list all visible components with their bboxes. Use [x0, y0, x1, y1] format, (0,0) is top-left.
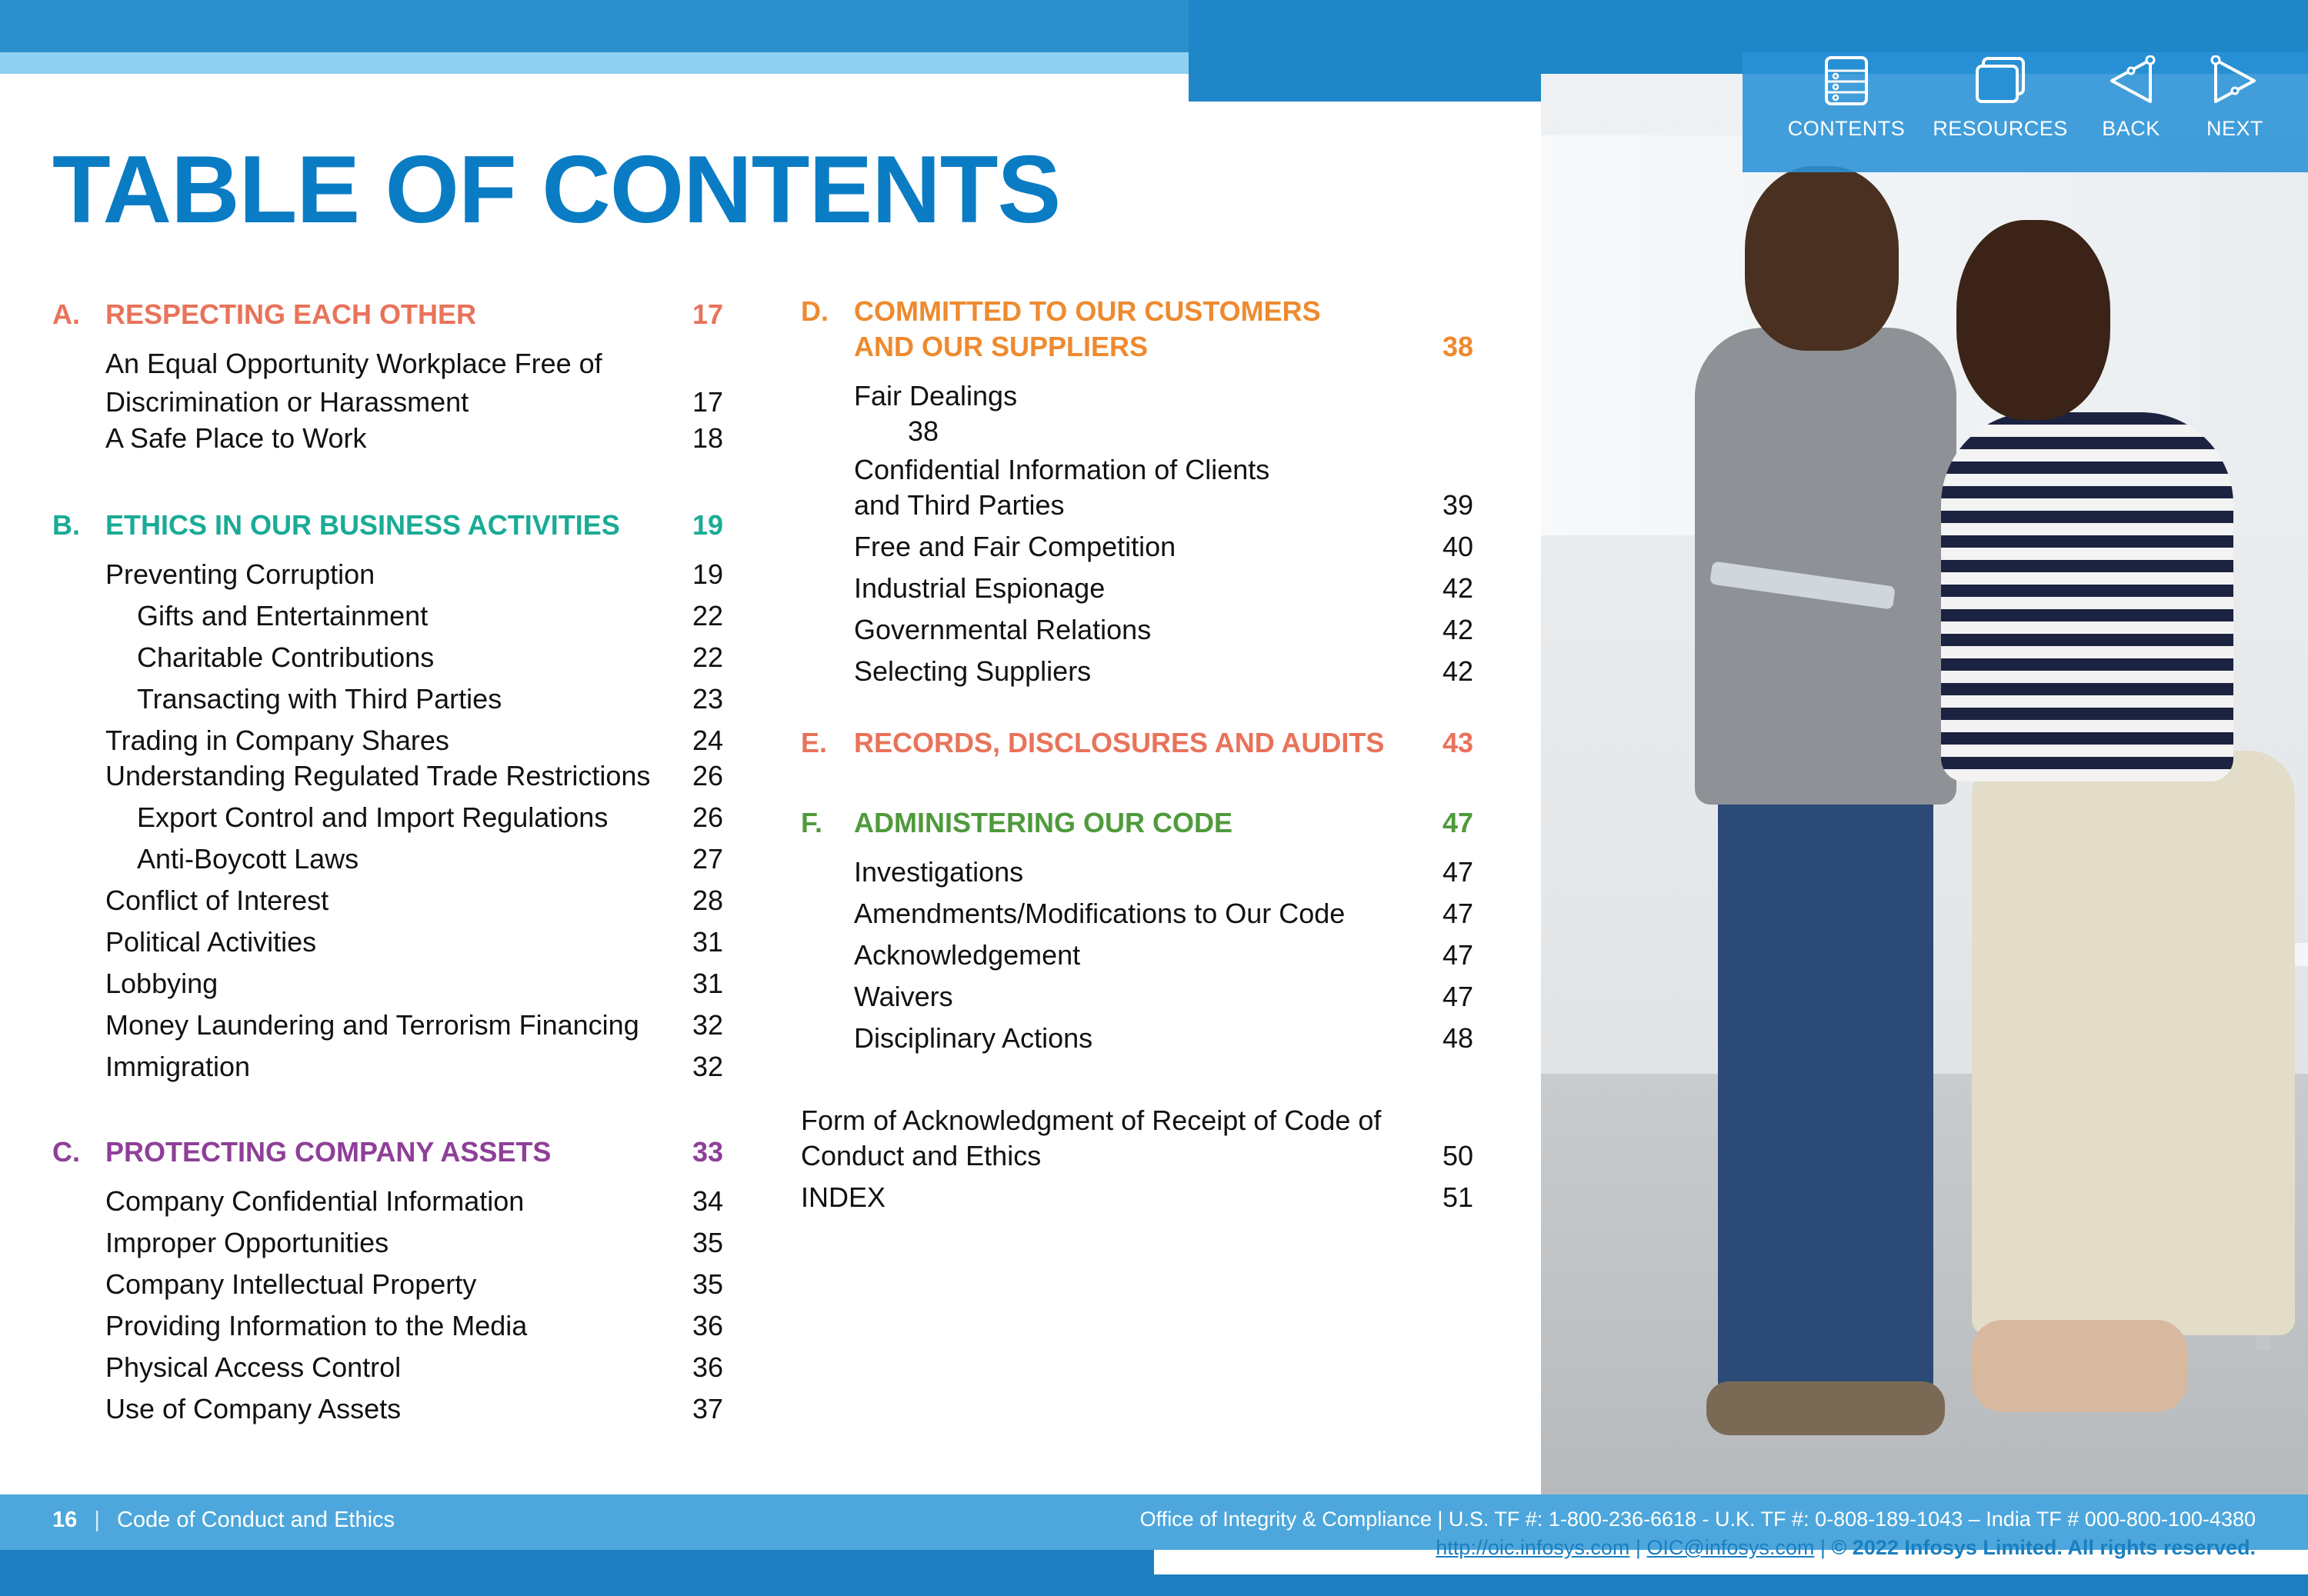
section-c-letter: C.	[52, 1136, 80, 1168]
nav-resources-label: RESOURCES	[1933, 117, 2068, 140]
section-d-heading[interactable]	[801, 295, 1473, 372]
section-a-letter: A.	[52, 298, 80, 330]
section-a-title: RESPECTING EACH OTHER	[105, 298, 477, 330]
toc-subitem[interactable]: Export Control and Import Regulations	[137, 801, 609, 833]
toc-item[interactable]: Industrial Espionage	[854, 572, 1106, 604]
toc-page-number: 31	[692, 926, 723, 958]
toc-item[interactable]: Physical Access Control	[105, 1351, 402, 1383]
toc-page-number: 34	[692, 1185, 723, 1217]
toc-item[interactable]: Waivers	[854, 981, 953, 1012]
nav-contents-label: CONTENTS	[1787, 117, 1906, 140]
toc-page-number: 19	[692, 558, 723, 590]
toc-page-number: 35	[692, 1227, 723, 1258]
page-title: TABLE OF CONTENTS	[52, 137, 1061, 243]
toc-subitem[interactable]: Charitable Contributions	[137, 641, 435, 673]
toc-page-number: 22	[692, 600, 723, 631]
toc-page-number: 47	[1442, 898, 1473, 929]
photo-woman-body	[1941, 412, 2233, 781]
footer-separator: |	[94, 1508, 100, 1532]
section-d-title-line1: COMMITTED TO OUR CUSTOMERS	[854, 295, 1321, 327]
toc-item-index[interactable]: INDEX	[801, 1181, 886, 1213]
footer-email-link[interactable]: OIC@infosys.com	[1646, 1536, 1815, 1559]
toc-subitem[interactable]: Transacting with Third Parties	[137, 683, 502, 715]
toc-item[interactable]: Trading in Company Shares	[105, 725, 449, 756]
section-e-letter: E.	[801, 727, 828, 758]
toc-page-number: 18	[692, 422, 723, 454]
toc-item[interactable]: Lobbying	[105, 968, 218, 999]
footer-page-info	[52, 1508, 395, 1533]
toc-page-number: 50	[1442, 1140, 1473, 1171]
section-a-page: 17	[692, 298, 723, 330]
toc-item[interactable]: Governmental Relations	[854, 614, 1152, 645]
office-photo	[1541, 74, 2308, 1495]
toc-item-stray-page: 38	[908, 415, 939, 447]
toc-page-number: 36	[692, 1351, 723, 1383]
toc-item-form-acknowledgment-line2[interactable]: Conduct and Ethics	[801, 1140, 1042, 1171]
nav-contents-button[interactable]	[1789, 52, 1904, 172]
toc-page-number: 22	[692, 641, 723, 673]
toc-page-number: 23	[692, 683, 723, 715]
toc-item[interactable]: Improper Opportunities	[105, 1227, 389, 1258]
toc-page-number: 32	[692, 1051, 723, 1082]
toc-subitem[interactable]: Gifts and Entertainment	[137, 600, 429, 631]
toc-item[interactable]: A Safe Place to Work	[105, 422, 367, 454]
toc-item[interactable]: Investigations	[854, 856, 1024, 888]
toc-item[interactable]: Understanding Regulated Trade Restrictions	[105, 760, 651, 791]
toc-page-number: 32	[692, 1009, 723, 1041]
section-d-title-line2: AND OUR SUPPLIERS	[854, 331, 1149, 362]
toc-item[interactable]: Selecting Suppliers	[854, 655, 1092, 687]
toc-page-number: 24	[692, 725, 723, 756]
toc-page-number: 47	[1442, 856, 1473, 888]
toc-item[interactable]: Preventing Corruption	[105, 558, 375, 590]
toc-item[interactable]: Immigration	[105, 1051, 251, 1082]
photo-woman-shoes	[1972, 1320, 2187, 1412]
toc-item[interactable]: and Third Parties	[854, 489, 1065, 521]
toc-page-number: 42	[1442, 614, 1473, 645]
nav-back-label: BACK	[2102, 117, 2160, 140]
toc-item[interactable]: Money Laundering and Terrorism Financing	[105, 1009, 639, 1041]
footer-page-number: 16	[52, 1508, 78, 1532]
toc-item[interactable]: Acknowledgement	[854, 939, 1081, 971]
toc-page-number: 39	[1442, 489, 1473, 521]
footer-doc-title: Code of Conduct and Ethics	[116, 1508, 395, 1532]
footer-contact: Office of Integrity & Compliance | U.S. TF #: 1-800-236-6618 - U.K. TF #: 0-808-189-1043 – India TF # 000-800-100-4380	[1139, 1508, 2256, 1531]
toc-page-number: 26	[692, 801, 723, 833]
nav-next-button[interactable]	[2189, 52, 2281, 172]
toc-item[interactable]: Free and Fair Competition	[854, 531, 1176, 562]
section-f-page: 47	[1442, 807, 1473, 838]
toc-subitem[interactable]: Anti-Boycott Laws	[137, 843, 359, 875]
toc-page-number: 35	[692, 1268, 723, 1300]
section-b-letter: B.	[52, 509, 80, 541]
section-e-title: RECORDS, DISCLOSURES AND AUDITS	[854, 727, 1385, 758]
toc-item-form-acknowledgment[interactable]: Form of Acknowledgment of Receipt of Code of	[801, 1105, 1382, 1136]
photo-woman-head	[1956, 220, 2110, 420]
toc-item[interactable]: Disciplinary Actions	[854, 1022, 1093, 1054]
footer-link-separator: |	[1629, 1536, 1647, 1559]
nav-next-label: NEXT	[2206, 117, 2263, 140]
toc-page-number: 47	[1442, 939, 1473, 971]
photo-man-shoes	[1706, 1381, 1945, 1435]
toc-item[interactable]: Fair Dealings	[854, 380, 1018, 411]
section-f-title: ADMINISTERING OUR CODE	[854, 807, 1233, 838]
toc-item[interactable]: Political Activities	[105, 926, 317, 958]
toc-item[interactable]: Amendments/Modifications to Our Code	[854, 898, 1346, 929]
back-arrow-icon	[2106, 55, 2156, 106]
toc-item[interactable]: Confidential Information of Clients	[854, 454, 1270, 485]
toc-page-number: 48	[1442, 1022, 1473, 1054]
section-c-title: PROTECTING COMPANY ASSETS	[105, 1136, 552, 1168]
contents-icon	[1823, 55, 1869, 106]
footer-link-separator: |	[1814, 1536, 1832, 1559]
photo-woman-legs	[1972, 751, 2295, 1335]
toc-page-number: 31	[692, 968, 723, 999]
section-d-letter: D.	[801, 295, 829, 327]
toc-item[interactable]: Company Confidential Information	[105, 1185, 525, 1217]
footer-oic-link[interactable]: http://oic.infosys.com	[1436, 1536, 1630, 1559]
section-c-page: 33	[692, 1136, 723, 1168]
toc-page-number: 26	[692, 760, 723, 791]
section-b-title: ETHICS IN OUR BUSINESS ACTIVITIES	[105, 509, 620, 541]
toc-item[interactable]: Conflict of Interest	[105, 885, 329, 916]
nav-resources-button[interactable]	[1935, 52, 2066, 172]
section-e-page: 43	[1442, 727, 1473, 758]
top-accent-stripe	[0, 52, 1189, 74]
toc-page-number: 27	[692, 843, 723, 875]
toc-item[interactable]: An Equal Opportunity Workplace Free of	[105, 348, 602, 379]
nav-bar	[1743, 52, 2308, 172]
toc-item[interactable]: Discrimination or Harassment	[105, 386, 469, 418]
section-f-letter: F.	[801, 807, 823, 838]
resources-icon	[1973, 55, 2028, 106]
nav-back-button[interactable]	[2085, 52, 2177, 172]
toc-page-number: 51	[1442, 1181, 1473, 1213]
toc-page-number: 37	[692, 1393, 723, 1424]
toc-item[interactable]: Use of Company Assets	[105, 1393, 402, 1424]
section-d-page: 38	[1442, 331, 1473, 362]
footer-copyright: © 2022 Infosys Limited. All rights reserved.	[1831, 1536, 2256, 1559]
toc-item[interactable]: Company Intellectual Property	[105, 1268, 477, 1300]
photo-man-head	[1745, 166, 1899, 351]
toc-page-number: 42	[1442, 572, 1473, 604]
toc-item[interactable]: Providing Information to the Media	[105, 1310, 528, 1341]
next-arrow-icon	[2210, 55, 2260, 106]
photo-man-legs	[1718, 766, 1933, 1397]
toc-page-number: 40	[1442, 531, 1473, 562]
toc-page-number: 42	[1442, 655, 1473, 687]
toc-page-number: 36	[692, 1310, 723, 1341]
toc-page-number: 17	[692, 386, 723, 418]
footer-links	[1436, 1536, 2256, 1560]
toc-page-number: 28	[692, 885, 723, 916]
section-b-page: 19	[692, 509, 723, 541]
toc-page-number: 47	[1442, 981, 1473, 1012]
